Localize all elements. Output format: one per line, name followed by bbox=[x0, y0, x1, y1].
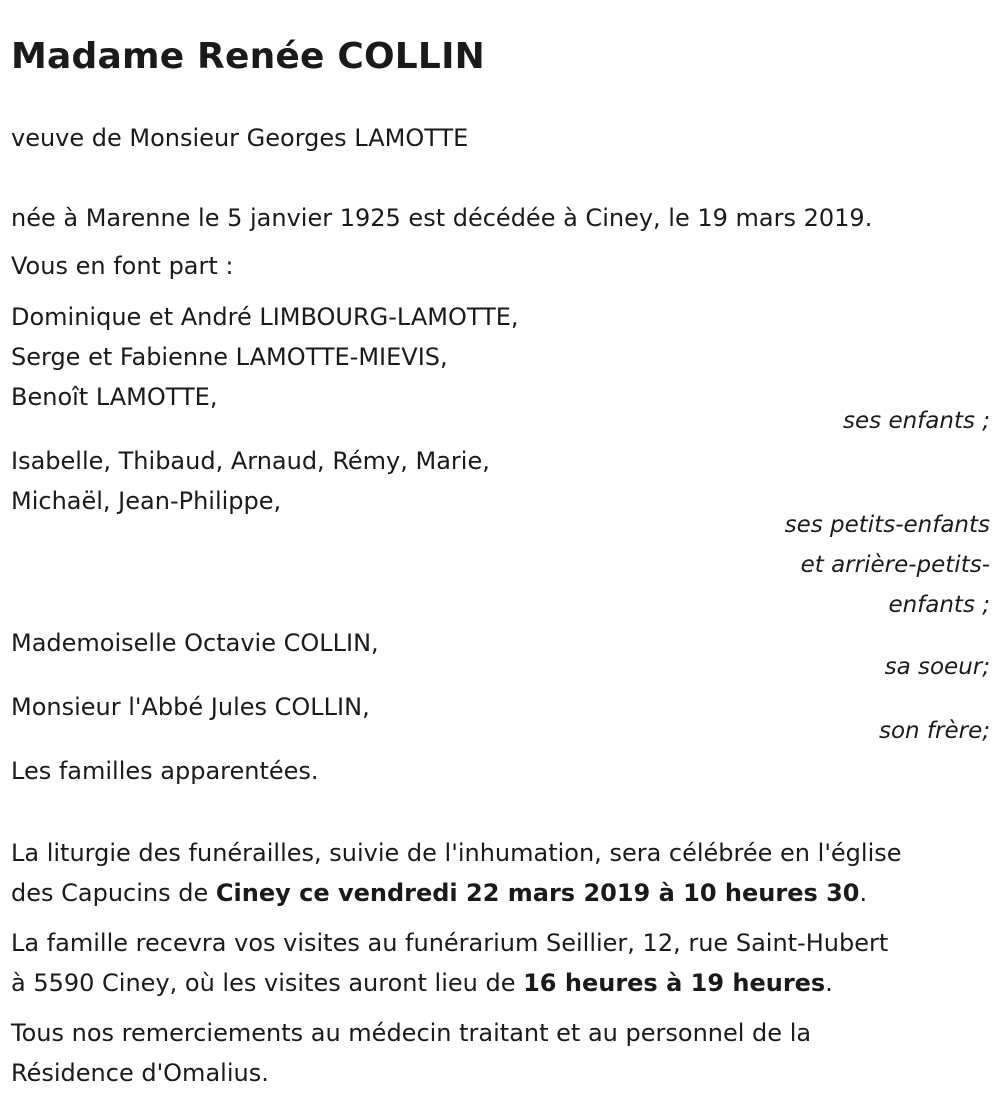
brother-entry: Monsieur l'Abbé Jules COLLIN, bbox=[11, 693, 370, 721]
liturgy-line: La liturgie des funérailles, suivie de l'inhumation, sera célébrée en l'église bbox=[11, 839, 902, 867]
brother-role: son frère; bbox=[878, 718, 990, 744]
grandchild-entry: Isabelle, Thibaud, Arnaud, Rémy, Marie, bbox=[11, 447, 490, 475]
announcement-line: Vous en font part : bbox=[11, 252, 234, 280]
funeral-date-time: Ciney ce vendredi 22 mars 2019 à 10 heures 30 bbox=[215, 879, 860, 907]
children-role: ses enfants ; bbox=[843, 408, 990, 434]
sister-role: sa soeur; bbox=[884, 654, 990, 680]
visits-suffix: . bbox=[825, 969, 833, 997]
grandchildren-role-line: ses petits-enfants bbox=[784, 512, 990, 538]
visit-hours: 16 heures à 19 heures bbox=[523, 969, 826, 997]
thanks-line: Résidence d'Omalius. bbox=[11, 1059, 269, 1087]
grandchildren-role bbox=[11, 505, 990, 625]
child-entry: Serge et Fabienne LAMOTTE-MIEVIS, bbox=[11, 343, 448, 371]
liturgy-line bbox=[11, 873, 990, 913]
sister-entry: Mademoiselle Octavie COLLIN, bbox=[11, 629, 379, 657]
birth-death-line: née à Marenne le 5 janvier 1925 est décédée à Ciney, le 19 mars 2019. bbox=[11, 204, 873, 232]
thanks-line: Tous nos remerciements au médecin traitant et au personnel de la bbox=[11, 1019, 812, 1047]
deceased-name: Madame Renée COLLIN bbox=[11, 36, 485, 77]
liturgy-paragraph bbox=[11, 833, 990, 913]
visits-prefix: à 5590 Ciney, où les visites auront lieu de bbox=[11, 969, 524, 997]
visits-paragraph bbox=[11, 923, 990, 1003]
grandchildren-role-line: enfants ; bbox=[888, 592, 990, 618]
grandchildren-role-line: et arrière-petits- bbox=[800, 552, 990, 578]
grandchild-entry: Michaël, Jean-Philippe, bbox=[11, 487, 282, 515]
child-entry: Dominique et André LIMBOURG-LAMOTTE, bbox=[11, 303, 519, 331]
families-line: Les familles apparentées. bbox=[11, 757, 319, 785]
visits-line: La famille recevra vos visites au funérarium Seillier, 12, rue Saint-Hubert bbox=[11, 929, 889, 957]
visits-line bbox=[11, 963, 990, 1003]
liturgy-prefix: des Capucins de bbox=[11, 879, 216, 907]
child-entry: Benoît LAMOTTE, bbox=[11, 383, 218, 411]
widow-of-line: veuve de Monsieur Georges LAMOTTE bbox=[11, 124, 469, 152]
children-list bbox=[11, 297, 990, 417]
thanks-paragraph bbox=[11, 1013, 990, 1093]
liturgy-suffix: . bbox=[859, 879, 868, 907]
